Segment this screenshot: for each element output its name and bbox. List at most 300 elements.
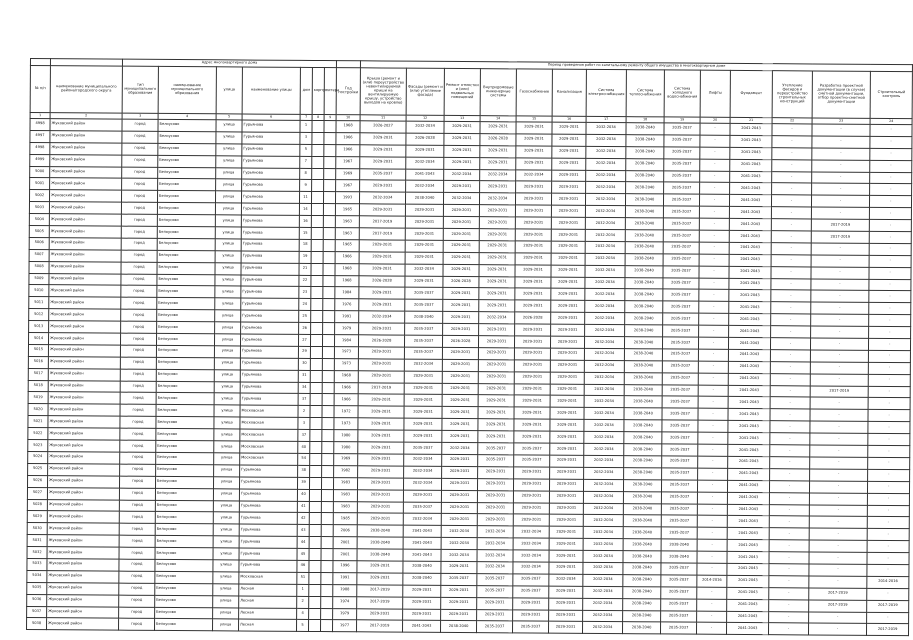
table-cell: 2041-2043: [727, 504, 769, 516]
table-cell: 2026-2028: [359, 335, 405, 347]
table-cell: -: [870, 184, 912, 196]
table-cell: улица: [215, 203, 241, 215]
table-cell: 2041-2043: [729, 242, 771, 254]
table-cell: Лесная: [239, 619, 297, 631]
table-cell: 2029-2031: [442, 419, 478, 431]
table-cell: Жуковский район: [48, 380, 120, 392]
table-cell: 2032-2034: [477, 526, 513, 538]
table-cell: 2029-2031: [444, 133, 480, 145]
table-cell: Жуковский район: [47, 547, 119, 559]
table-cell: 5004: [29, 214, 49, 226]
column-header: Разработка проектной документации (в случае) сметной документации, отбор проектно-сметной документации: [812, 71, 870, 118]
table-cell: 2035-2037: [441, 573, 477, 585]
table-cell: город: [121, 238, 157, 250]
table-cell: 2035-2037: [405, 299, 443, 311]
table-cell: 2035-2037: [403, 502, 441, 514]
table-cell: -: [809, 504, 867, 516]
table-cell: [311, 323, 323, 335]
table-cell: [321, 549, 333, 561]
table-cell: Гурьянова: [242, 179, 300, 191]
table-cell: -: [869, 231, 911, 243]
table-cell: 2032-2034: [583, 515, 623, 527]
table-cell: 2029-2031: [444, 181, 480, 193]
table-cell: 2035-2037: [662, 444, 698, 456]
table-cell: 2029-2031: [404, 383, 442, 395]
table-cell: 2032-2034: [516, 169, 552, 181]
table-cell: -: [770, 457, 810, 469]
table-cell: 2041-2043: [727, 528, 769, 540]
table-cell: -: [772, 171, 812, 183]
table-cell: -: [769, 528, 809, 540]
table-cell: 2035-2037: [663, 242, 699, 254]
table-cell: Белоусово: [156, 345, 214, 357]
table-cell: 2029-2031: [551, 312, 585, 324]
table-cell: 1965: [335, 204, 359, 216]
table-cell: 2032-2034: [585, 241, 625, 253]
table-cell: -: [771, 207, 811, 219]
table-cell: [311, 251, 323, 263]
table-cell: 2029-2031: [444, 157, 480, 169]
table-cell: [310, 370, 322, 382]
table-cell: город: [121, 190, 157, 202]
table-cell: 1976: [335, 299, 359, 311]
table-cell: Московская: [240, 417, 298, 429]
table-cell: Белоусово: [156, 417, 214, 429]
table-cell: улица: [215, 262, 241, 274]
table-cell: [321, 572, 333, 584]
table-cell: 2029-2031: [552, 182, 586, 194]
table-cell: Жуковский район: [47, 570, 119, 582]
table-cell: -: [770, 385, 810, 397]
table-cell: улица: [215, 274, 241, 286]
table-cell: 2017-2019: [359, 228, 405, 240]
table-cell: Лесная: [239, 584, 297, 596]
table-cell: 5019: [28, 392, 48, 404]
table-cell: 2029-2031: [551, 289, 585, 301]
table-cell: -: [771, 338, 811, 350]
table-cell: 2029-2031: [442, 407, 478, 419]
table-cell: 2035-2037: [513, 574, 549, 586]
table-cell: 2038-2040: [624, 372, 662, 384]
table-cell: 2035-2037: [664, 182, 700, 194]
table-cell: -: [870, 160, 912, 172]
table-cell: город: [121, 297, 157, 309]
table-cell: город: [121, 262, 157, 274]
table-cell: улица: [216, 132, 242, 144]
table-cell: 40: [298, 441, 310, 453]
table-cell: улица: [216, 167, 242, 179]
table-cell: 2029-2031: [552, 134, 586, 146]
table-cell: Гурьянова: [242, 132, 300, 144]
table-cell: 2029-2031: [513, 598, 549, 610]
table-cell: Гурьянова: [241, 322, 299, 334]
table-cell: 2038-2040: [623, 574, 661, 586]
table-cell: 2035-2037: [661, 563, 697, 575]
table-cell: 2035-2037: [663, 313, 699, 325]
table-cell: -: [769, 516, 809, 528]
table-cell: -: [772, 183, 812, 195]
table-cell: 1980: [334, 430, 358, 442]
table-cell: 2035-2037: [360, 168, 406, 180]
table-cell: 29: [298, 346, 310, 358]
table-cell: 5014: [29, 333, 49, 345]
table-cell: 2035-2037: [662, 480, 698, 492]
table-cell: 2041-2043: [728, 444, 770, 456]
table-cell: Белоусово: [156, 405, 214, 417]
table-cell: 2032-2034: [586, 194, 626, 206]
table-cell: 1968: [335, 275, 359, 287]
table-cell: 2029-2031: [516, 158, 552, 170]
table-cell: 4997: [30, 130, 50, 142]
table-cell: -: [867, 493, 909, 505]
table-cell: город: [119, 512, 155, 524]
table-cell: 2035-2037: [478, 443, 514, 455]
table-cell: -: [811, 255, 869, 267]
table-cell: 2032-2034: [585, 277, 625, 289]
table-cell: Жуковский район: [49, 273, 121, 285]
table-cell: улица: [214, 358, 240, 370]
table-cell: 2038-2040: [623, 598, 661, 610]
table-cell: 2032-2034: [406, 181, 444, 193]
table-cell: [309, 549, 321, 561]
table-cell: 2038-2040: [626, 182, 664, 194]
table-cell: [324, 132, 336, 144]
table-cell: 2041-2043: [729, 314, 771, 326]
table-cell: 2038-2040: [441, 621, 477, 633]
table-cell: 2029-2031: [550, 431, 584, 443]
table-cell: 2032-2034: [586, 158, 626, 170]
table-cell: 2038-2040: [623, 563, 661, 575]
table-cell: 2029-2031: [480, 145, 516, 157]
table-cell: -: [809, 623, 867, 635]
table-cell: 2017-2019: [358, 382, 404, 394]
table-cell: 2029-2031: [514, 395, 550, 407]
table-cell: Белоусово: [158, 131, 216, 143]
table-cell: 5011: [29, 297, 49, 309]
table-cell: 2038-2040: [623, 515, 661, 527]
table-cell: 3: [300, 132, 312, 144]
table-cell: улица: [213, 524, 239, 536]
table-cell: 2029-2031: [549, 515, 583, 527]
table-cell: -: [812, 136, 870, 148]
table-cell: 2029-2031: [549, 526, 583, 538]
table-cell: 45: [297, 548, 309, 560]
table-cell: 2035-2037: [513, 586, 549, 598]
table-cell: 2035-2037: [662, 468, 698, 480]
table-cell: [311, 216, 323, 228]
table-cell: город: [119, 523, 155, 535]
table-cell: 2041-2043: [728, 421, 770, 433]
table-cell: Жуковский район: [48, 368, 120, 380]
table-cell: 1965: [335, 240, 359, 252]
table-cell: Жуковский район: [49, 309, 121, 321]
table-cell: 1967: [336, 180, 360, 192]
table-cell: 5033: [27, 558, 47, 570]
table-cell: 2041-2043: [727, 599, 769, 611]
table-cell: 2029-2031: [549, 598, 583, 610]
table-cell: -: [699, 278, 729, 290]
table-cell: 2029-2031: [514, 407, 550, 419]
column-number: 15: [516, 116, 552, 122]
column-number: 9: [324, 115, 336, 121]
table-cell: 5022: [28, 428, 48, 440]
table-cell: 2032-2034: [585, 265, 625, 277]
table-cell: 2035-2037: [477, 585, 513, 597]
table-cell: 1988: [333, 584, 357, 596]
table-cell: -: [771, 254, 811, 266]
table-cell: город: [120, 428, 156, 440]
table-cell: 2038-2040: [625, 206, 663, 218]
table-cell: город: [120, 405, 156, 417]
table-cell: город: [120, 452, 156, 464]
table-cell: -: [812, 148, 870, 160]
table-cell: Белоусово: [156, 429, 214, 441]
table-cell: 2032-2034: [583, 503, 623, 515]
table-cell: -: [870, 124, 912, 136]
table-cell: [324, 180, 336, 192]
table-cell: Белоусово: [157, 191, 215, 203]
table-cell: 2029-2031: [441, 609, 477, 621]
table-cell: [321, 608, 333, 620]
table-cell: [310, 334, 322, 346]
table-cell: -: [809, 552, 867, 564]
table-cell: 2029-2031: [358, 371, 404, 383]
table-cell: 37: [298, 430, 310, 442]
table-cell: -: [809, 611, 867, 623]
table-cell: 2029-2031: [359, 263, 405, 275]
table-cell: 2038-2040: [625, 313, 663, 325]
table-cell: 43: [297, 525, 309, 537]
table-cell: 16: [299, 216, 311, 228]
table-cell: 2029-2031: [406, 145, 444, 157]
table-cell: 2035-2037: [661, 503, 697, 515]
table-cell: 2029-2031: [549, 538, 583, 550]
table-cell: 2032-2034: [404, 478, 442, 490]
table-cell: Белоусово: [155, 559, 213, 571]
table-cell: [311, 239, 323, 251]
column-header: Внутридомовые инженерные системы: [480, 69, 516, 116]
table-cell: -: [810, 374, 868, 386]
table-cell: 2029-2031: [515, 205, 551, 217]
table-cell: 2029-2031: [550, 408, 584, 420]
table-cell: город: [120, 381, 156, 393]
table-cell: Жуковский район: [47, 594, 119, 606]
table-cell: 2032-2034: [585, 336, 625, 348]
table-cell: -: [811, 207, 869, 219]
table-cell: [323, 263, 335, 275]
table-cell: Гурьянова: [239, 536, 297, 548]
column-header: литера: [324, 68, 336, 115]
table-cell: 1982: [334, 465, 358, 477]
table-cell: 2029-2031: [477, 609, 513, 621]
table-cell: 2029-2031: [515, 336, 551, 348]
table-cell: 2029-2031: [444, 145, 480, 157]
table-cell: 34: [298, 382, 310, 394]
table-cell: -: [699, 325, 729, 337]
table-cell: 2035-2037: [663, 230, 699, 242]
table-cell: улица: [215, 298, 241, 310]
table-cell: Жуковский район: [50, 154, 122, 166]
table-cell: улица: [216, 179, 242, 191]
table-cell: 2029-2031: [478, 371, 514, 383]
table-cell: [324, 121, 336, 133]
table-cell: 2029-2031: [479, 300, 515, 312]
table-cell: 2038-2040: [625, 230, 663, 242]
table-cell: 2029-2031: [550, 455, 584, 467]
table-cell: -: [697, 623, 727, 635]
table-cell: улица: [213, 584, 239, 596]
table-cell: 2041-2043: [728, 397, 770, 409]
table-cell: улица: [214, 381, 240, 393]
table-cell: 4999: [30, 154, 50, 166]
table-cell: Гурьянова: [240, 393, 298, 405]
table-cell: 27: [298, 334, 310, 346]
table-cell: 15: [299, 227, 311, 239]
table-cell: [310, 382, 322, 394]
table-cell: -: [869, 327, 911, 339]
table-cell: 2032-2034: [583, 574, 623, 586]
table-cell: 2035-2037: [661, 492, 697, 504]
table-cell: 2032-2034: [584, 360, 624, 372]
table-cell: 2029-2031: [551, 205, 585, 217]
table-cell: [312, 180, 324, 192]
table-cell: [311, 204, 323, 216]
table-cell: 2029-2031: [405, 228, 443, 240]
table-cell: 2038-2040: [625, 218, 663, 230]
table-cell: 2017-2019: [809, 600, 867, 612]
table-cell: [321, 513, 333, 525]
table-cell: город: [121, 214, 157, 226]
table-cell: 2029-2031: [358, 430, 404, 442]
table-cell: 2032-2034: [480, 169, 516, 181]
table-cell: город: [120, 345, 156, 357]
table-cell: Гурьянова: [241, 227, 299, 239]
table-cell: [323, 239, 335, 251]
table-cell: 2029-2031: [443, 228, 479, 240]
table-cell: Белоусово: [155, 536, 213, 548]
column-header: Газоснабжение: [516, 69, 552, 116]
table-cell: 5009: [29, 273, 49, 285]
table-cell: 2041-2043: [730, 195, 772, 207]
table-cell: -: [869, 291, 911, 303]
table-cell: Жуковский район: [48, 356, 120, 368]
table-cell: -: [868, 422, 910, 434]
table-cell: 2029-2031: [479, 229, 515, 241]
table-cell: [310, 430, 322, 442]
table-cell: [323, 228, 335, 240]
table-cell: 1963: [335, 216, 359, 228]
column-number: 24: [870, 118, 912, 124]
table-cell: [322, 418, 334, 430]
table-cell: 2029-2031: [358, 466, 404, 478]
table-cell: 2032-2034: [583, 622, 623, 634]
table-cell: 2029-2031: [513, 514, 549, 526]
table-cell: 2029-2031: [479, 276, 515, 288]
table-cell: город: [122, 143, 158, 155]
table-cell: 2029-2031: [404, 406, 442, 418]
table-cell: Жуковский район: [50, 178, 122, 190]
table-cell: 24: [299, 299, 311, 311]
table-cell: 2029-2031: [359, 240, 405, 252]
table-cell: -: [769, 623, 809, 635]
table-cell: [322, 406, 334, 418]
table-cell: 5026: [28, 475, 48, 487]
table-cell: -: [697, 587, 727, 599]
table-cell: 2014-2016: [867, 576, 909, 588]
table-cell: Жуковский район: [49, 249, 121, 261]
table-cell: [322, 465, 334, 477]
table-cell: Жуковский район: [47, 559, 119, 571]
table-cell: Гурьянова: [240, 334, 298, 346]
table-cell: Жуковский район: [50, 131, 122, 143]
table-cell: 2032-2034: [406, 121, 444, 133]
table-cell: 1966: [334, 382, 358, 394]
table-cell: -: [700, 147, 730, 159]
table-cell: 2029-2031: [404, 371, 442, 383]
table-cell: 2032-2034: [583, 598, 623, 610]
table-cell: Белоусово: [155, 571, 213, 583]
table-cell: 2038-2040: [623, 527, 661, 539]
table-cell: 2029-2031: [477, 490, 513, 502]
table-cell: 2029-2031: [549, 503, 583, 515]
table-cell: -: [870, 172, 912, 184]
table-cell: -: [697, 539, 727, 551]
table-cell: 2032-2034: [441, 538, 477, 550]
table-cell: Жуковский район: [49, 238, 121, 250]
table-cell: 2032-2034: [584, 420, 624, 432]
table-cell: 5007: [29, 249, 49, 261]
table-cell: 2029-2031: [480, 181, 516, 193]
table-cell: 2032-2034: [585, 229, 625, 241]
column-number: 8: [312, 114, 324, 120]
table-cell: 2038-2040: [623, 622, 661, 634]
table-cell: [311, 275, 323, 287]
table-cell: 2035-2037: [662, 408, 698, 420]
table-cell: [323, 311, 335, 323]
table-cell: 2038-2040: [405, 311, 443, 323]
table-cell: [309, 489, 321, 501]
table-cell: 2029-2031: [358, 418, 404, 430]
table-cell: 2038-2040: [624, 384, 662, 396]
table-cell: [324, 168, 336, 180]
table-cell: 2038-2040: [624, 444, 662, 456]
table-cell: 5028: [27, 499, 47, 511]
table-cell: улица: [216, 144, 242, 156]
table-cell: 2029-2031: [405, 204, 443, 216]
table-cell: улица: [214, 346, 240, 358]
table-cell: -: [770, 361, 810, 373]
table-cell: 2029-2031: [358, 359, 404, 371]
table-cell: 2001: [333, 537, 357, 549]
table-cell: 2035-2037: [663, 278, 699, 290]
table-cell: 4: [297, 608, 309, 620]
table-cell: [322, 358, 334, 370]
table-cell: Белоусово: [155, 488, 213, 500]
table-cell: Жуковский район: [49, 190, 121, 202]
table-cell: 2032-2034: [584, 479, 624, 491]
table-cell: -: [698, 432, 728, 444]
table-cell: 2029-2031: [516, 134, 552, 146]
table-cell: 2032-2034: [513, 562, 549, 574]
table-cell: 2041-2043: [727, 611, 769, 623]
table-cell: 25: [299, 311, 311, 323]
table-cell: 2038-2040: [626, 158, 664, 170]
table-cell: -: [699, 302, 729, 314]
table-cell: улица: [214, 417, 240, 429]
table-cell: 2041-2043: [729, 290, 771, 302]
table-cell: 1991: [333, 572, 357, 584]
table-cell: 2029-2031: [516, 181, 552, 193]
